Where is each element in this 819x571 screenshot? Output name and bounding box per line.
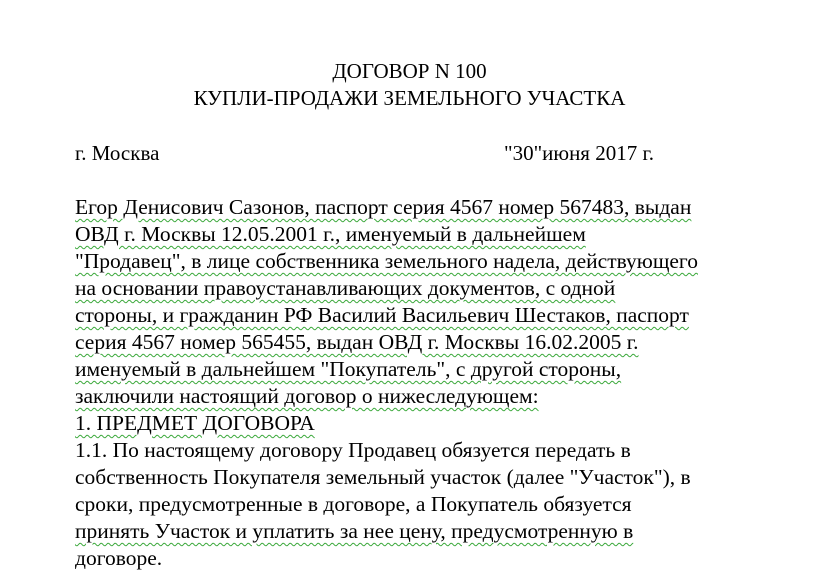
section-heading: 1. ПРЕДМЕТ ДОГОВОРА <box>75 411 315 435</box>
body-line-5: стороны, и гражданин РФ Василий Васильевич Шестаков, паспорт <box>75 303 689 327</box>
contract-city: г. Москва <box>75 141 160 165</box>
body-line-2: ОВД г. Москвы 12.05.2001 г., именуемый в дальнейшем <box>75 222 586 246</box>
contract-subtitle: КУПЛИ-ПРОДАЖИ ЗЕМЕЛЬНОГО УЧАСТКА <box>193 86 626 110</box>
body-line-12: сроки, предусмотренные в договоре, а Покупатель обязуется <box>75 492 632 516</box>
body-line-11: собственность Покупателя земельный участок (далее "Участок"), в <box>75 465 691 489</box>
body-line-6: серия 4567 номер 565455, выдан ОВД г. Москвы 16.02.2005 г. <box>75 330 639 354</box>
body-line-10: 1.1. По настоящему договору Продавец обязуется передать в <box>75 438 631 462</box>
contract-title: ДОГОВОР N 100 <box>332 59 487 83</box>
body-line-7: именуемый в дальнейшем "Покупатель", с другой стороны, <box>75 357 622 381</box>
body-line-4: на основании правоустанавливающих документов, с одной <box>75 276 616 300</box>
body-line-1: Егор Денисович Сазонов, паспорт серия 4567 номер 567483, выдан <box>75 195 692 219</box>
body-line-14: договоре. <box>75 546 163 570</box>
body-line-3: "Продавец", в лице собственника земельного надела, действующего <box>75 249 698 273</box>
contract-date: "30"июня 2017 г. <box>504 141 654 165</box>
body-line-13: принять Участок и уплатить за нее цену, предусмотренную в <box>75 519 634 543</box>
body-line-8: заключили настоящий договор о нижеследующем: <box>75 384 539 408</box>
